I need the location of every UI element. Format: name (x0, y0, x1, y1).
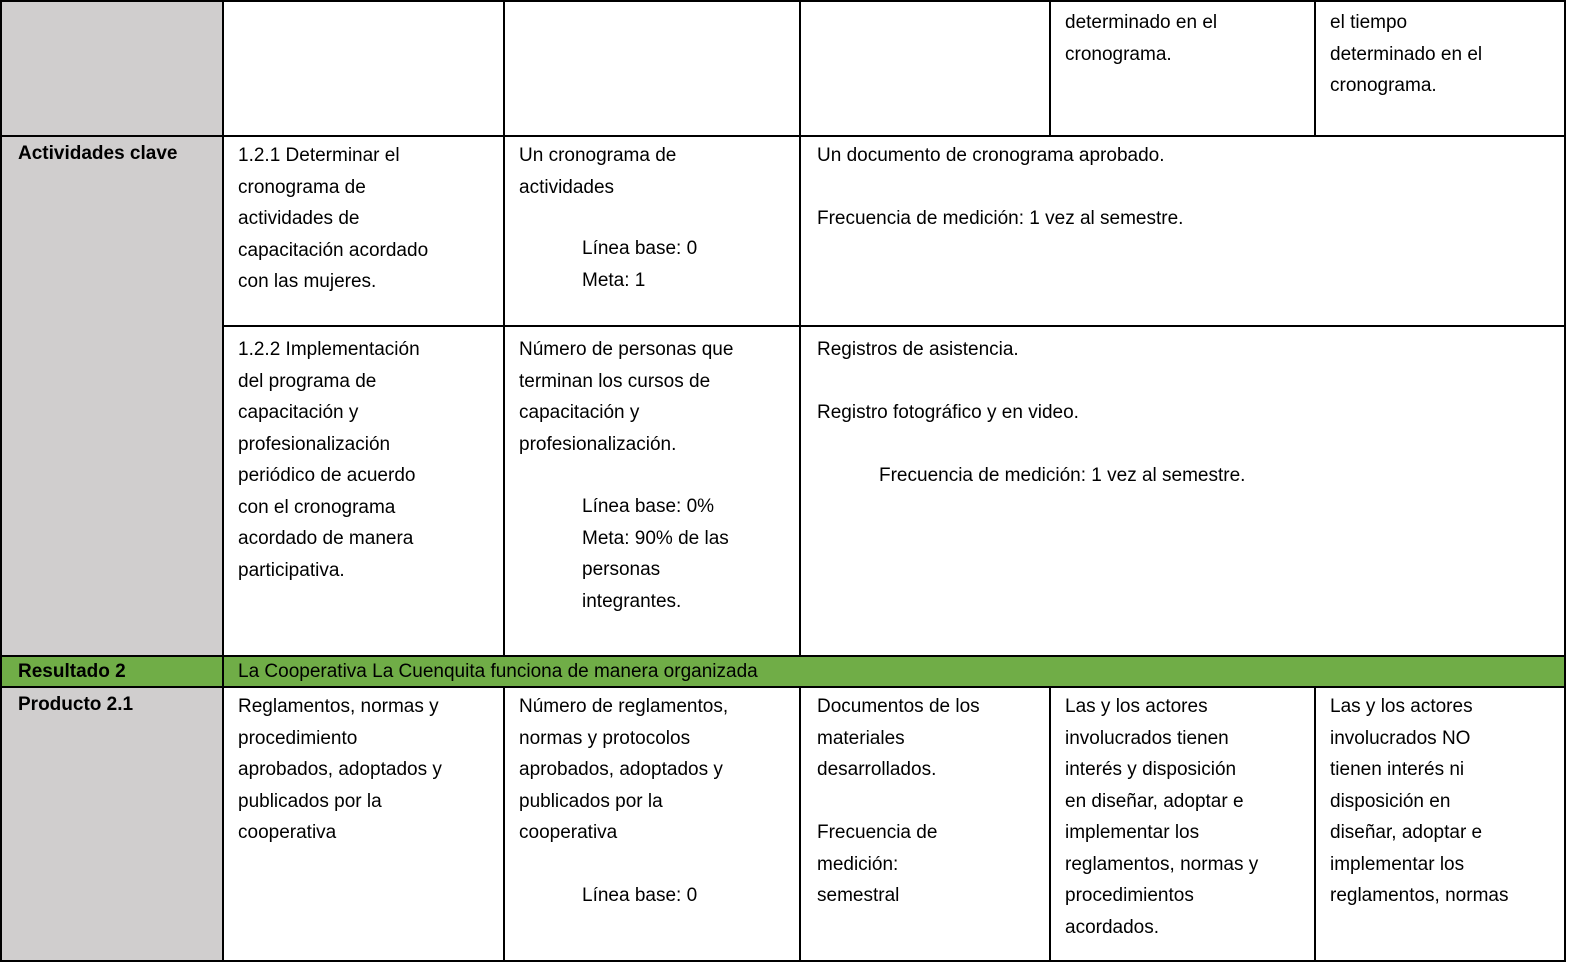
cell-r0-c4 (1049, 0, 1316, 137)
activity-122-frequency: Frecuencia de medición: 1 vez al semestre. (879, 465, 1246, 486)
assumption-continued: determinado en el cronograma. (1065, 12, 1218, 65)
producto-21-verification (799, 686, 1051, 962)
producto-21-indicator (503, 686, 801, 962)
activity-121-text: 1.2.1 Determinar el cronograma de actividades de capacitación acordado con las mujeres. (238, 145, 429, 292)
producto-21-frequency: Frecuencia de medición: semestral (817, 822, 938, 906)
activity-121-verification (799, 135, 1566, 327)
activity-122-indicator-text: Número de personas que terminan los cursos de capacitación y profesionalización. (519, 339, 734, 455)
activity-122-verification-1: Registros de asistencia. (817, 339, 1019, 360)
resultado-2-text: La Cooperativa La Cuenquita funciona de manera organizada (238, 661, 758, 682)
activity-121-indicator-text: Un cronograma de actividades (519, 145, 677, 198)
cell-r0-c1 (222, 0, 505, 137)
producto-21-baseline: Línea base: 0 (582, 885, 698, 906)
producto-21-verification-text: Documentos de los materiales desarrollados. (817, 696, 980, 780)
activity-122-verification (799, 325, 1566, 657)
producto-21-risks (1314, 686, 1566, 962)
producto-21-label-cell (0, 686, 224, 962)
resultado-2-text-cell (222, 655, 1566, 688)
activity-121-baseline: Línea base: 0 Meta: 1 (582, 238, 698, 291)
activity-122-baseline: Línea base: 0% Meta: 90% de las personas integrantes. (582, 496, 729, 612)
cell-r0-c5 (1314, 0, 1566, 137)
producto-21-indicator-text: Número de reglamentos, normas y protocolos aprobados, adoptados y publicados por la cooperativa (519, 696, 729, 843)
risk-continued: el tiempo determinado en el cronograma. (1330, 12, 1483, 96)
producto-21-assumptions (1049, 686, 1316, 962)
activity-121-indicator (503, 135, 801, 327)
producto-21-assumptions-text: Las y los actores involucrados tienen interés y disposición en diseñar, adoptar e implementar los reglamentos, normas y procedimientos acordados. (1065, 696, 1259, 938)
label-cell-empty (0, 0, 224, 137)
activity-121-frequency: Frecuencia de medición: 1 vez al semestre. (817, 208, 1184, 229)
activity-122-indicator (503, 325, 801, 657)
cell-r0-c3 (799, 0, 1051, 137)
resultado-2-label-cell (0, 655, 224, 688)
activity-122-description (222, 325, 505, 657)
activity-121-verification-text: Un documento de cronograma aprobado. (817, 145, 1165, 166)
producto-21-label: Producto 2.1 (18, 694, 134, 715)
producto-21-description (222, 686, 505, 962)
producto-21-description-text: Reglamentos, normas y procedimiento aprobados, adoptados y publicados por la cooperativa (238, 696, 442, 843)
activity-122-verification-2: Registro fotográfico y en video. (817, 402, 1079, 423)
activity-121-description (222, 135, 505, 327)
label-actividades-clave (0, 135, 224, 657)
cell-r0-c2 (503, 0, 801, 137)
activity-122-text: 1.2.2 Implementación del programa de capacitación y profesionalización periódico de acuerdo con el cronograma acordado de manera participativa. (238, 339, 420, 581)
label-actividades-text: Actividades clave (18, 143, 178, 164)
resultado-2-label: Resultado 2 (18, 661, 126, 682)
producto-21-risks-text: Las y los actores involucrados NO tienen interés ni disposición en diseñar, adoptar e implementar los reglamentos, normas (1330, 696, 1509, 906)
